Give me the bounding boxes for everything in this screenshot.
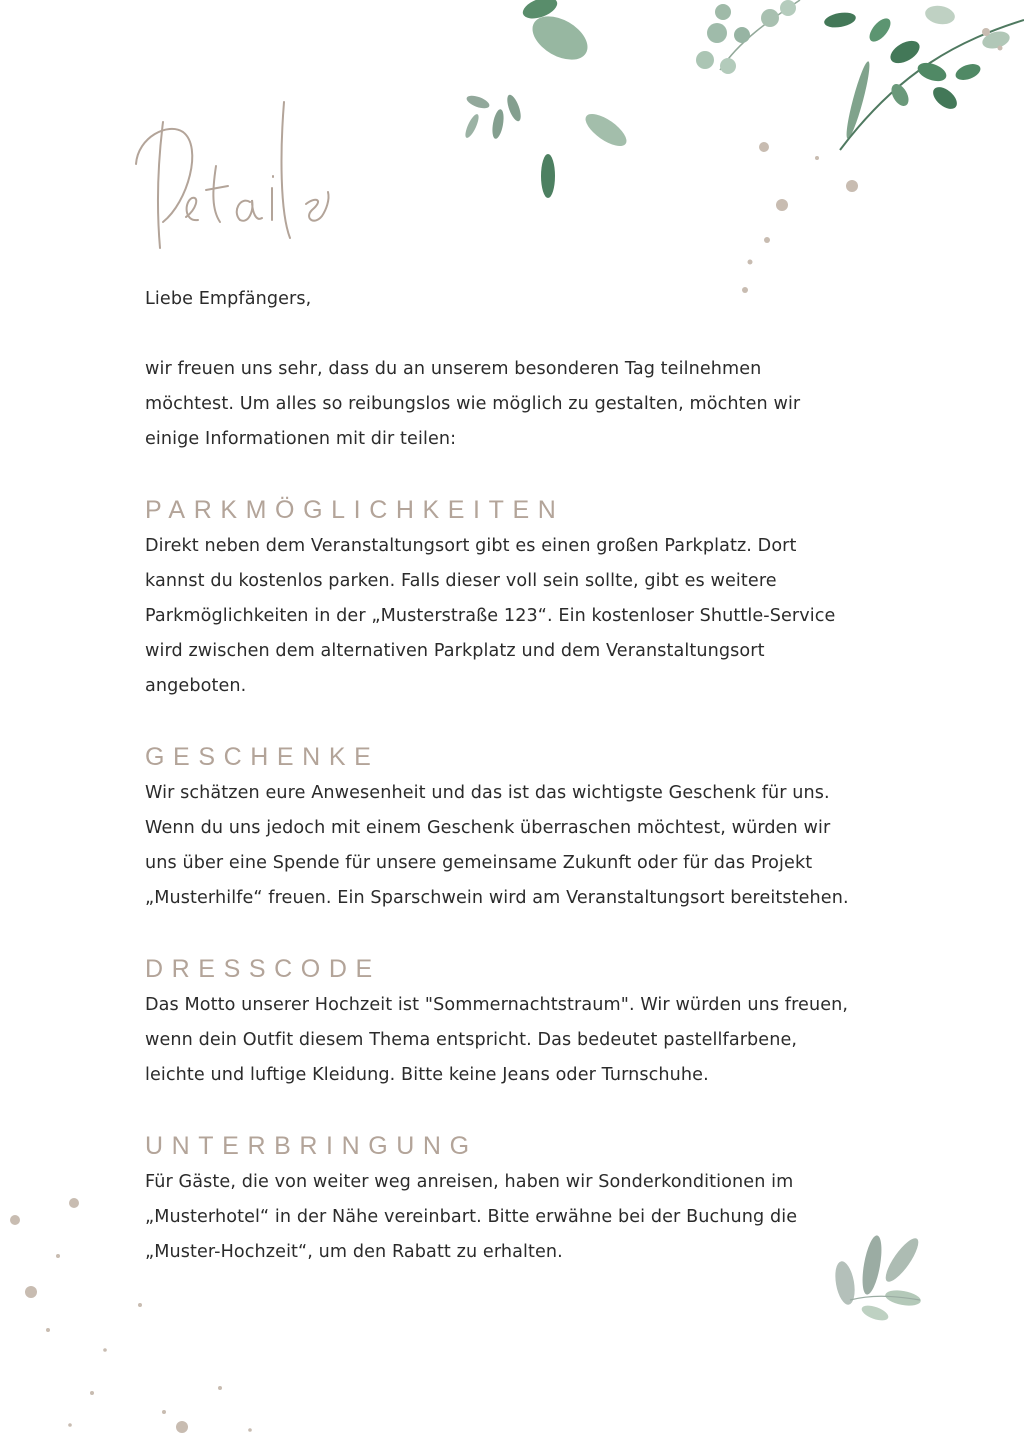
intro-line: möchtest. Um alles so reibungslos wie möglich zu gestalten, möchten wir	[145, 394, 801, 414]
section-line: „Muster-Hochzeit“, um den Rabatt zu erhalten.	[145, 1242, 563, 1262]
section-line: Parkmöglichkeiten in der „Musterstraße 123“. Ein kostenloser Shuttle-Service	[145, 606, 836, 626]
section-line: Für Gäste, die von weiter weg anreisen, haben wir Sonderkonditionen im	[145, 1172, 794, 1192]
greeting: Liebe Empfängers,	[145, 289, 312, 309]
section-accommodation	[145, 1129, 905, 1270]
section-line: uns über eine Spende für unsere gemeinsame Zukunft oder für das Projekt	[145, 853, 813, 873]
section-heading: GESCHENKE	[145, 743, 380, 771]
section-line: wird zwischen dem alternativen Parkplatz und dem Veranstaltungsort	[145, 641, 765, 661]
section-heading: UNTERBRINGUNG	[145, 1132, 478, 1160]
section-heading: PARKMÖGLICHKEITEN	[145, 496, 565, 524]
content	[145, 282, 905, 1270]
section-line: Direkt neben dem Veranstaltungsort gibt es einen großen Parkplatz. Dort	[145, 536, 797, 556]
leaf-branch-top-right-icon	[823, 4, 1024, 150]
section-line: Wir schätzen eure Anwesenheit und das ist das wichtigste Geschenk für uns.	[145, 783, 830, 803]
intro-line: wir freuen uns sehr, dass du an unserem besonderen Tag teilnehmen	[145, 359, 762, 379]
section-line: leichte und luftige Kleidung. Bitte keine Jeans oder Turnschuhe.	[145, 1065, 709, 1085]
title-script-lettering	[128, 92, 358, 262]
section-line: „Musterhotel“ in der Nähe vereinbart. Bitte erwähne bei der Buchung die	[145, 1207, 798, 1227]
section-line: „Musterhilfe“ freuen. Ein Sparschwein wird am Veranstaltungsort bereitstehen.	[145, 888, 849, 908]
section-line: Das Motto unserer Hochzeit ist "Sommernachtstraum". Wir würden uns freuen,	[145, 995, 849, 1015]
intro	[145, 352, 905, 457]
section-line: wenn dein Outfit diesem Thema entspricht. Das bedeutet pastellfarbene,	[145, 1030, 798, 1050]
title-text	[128, 92, 132, 93]
section-line: Wenn du uns jedoch mit einem Geschenk überraschen möchtest, würden wir	[145, 818, 831, 838]
eucalyptus-icon	[696, 0, 800, 74]
section-dresscode	[145, 952, 905, 1093]
page-title	[128, 92, 358, 262]
leaf-cluster-top-center-icon	[463, 0, 632, 198]
section-line: angeboten.	[145, 676, 247, 696]
section-heading: DRESSCODE	[145, 955, 381, 983]
section-gifts	[145, 740, 905, 916]
section-line: kannst du kostenlos parken. Falls dieser voll sein sollte, gibt es weitere	[145, 571, 777, 591]
intro-line: einige Informationen mit dir teilen:	[145, 429, 457, 449]
section-parking	[145, 493, 905, 704]
